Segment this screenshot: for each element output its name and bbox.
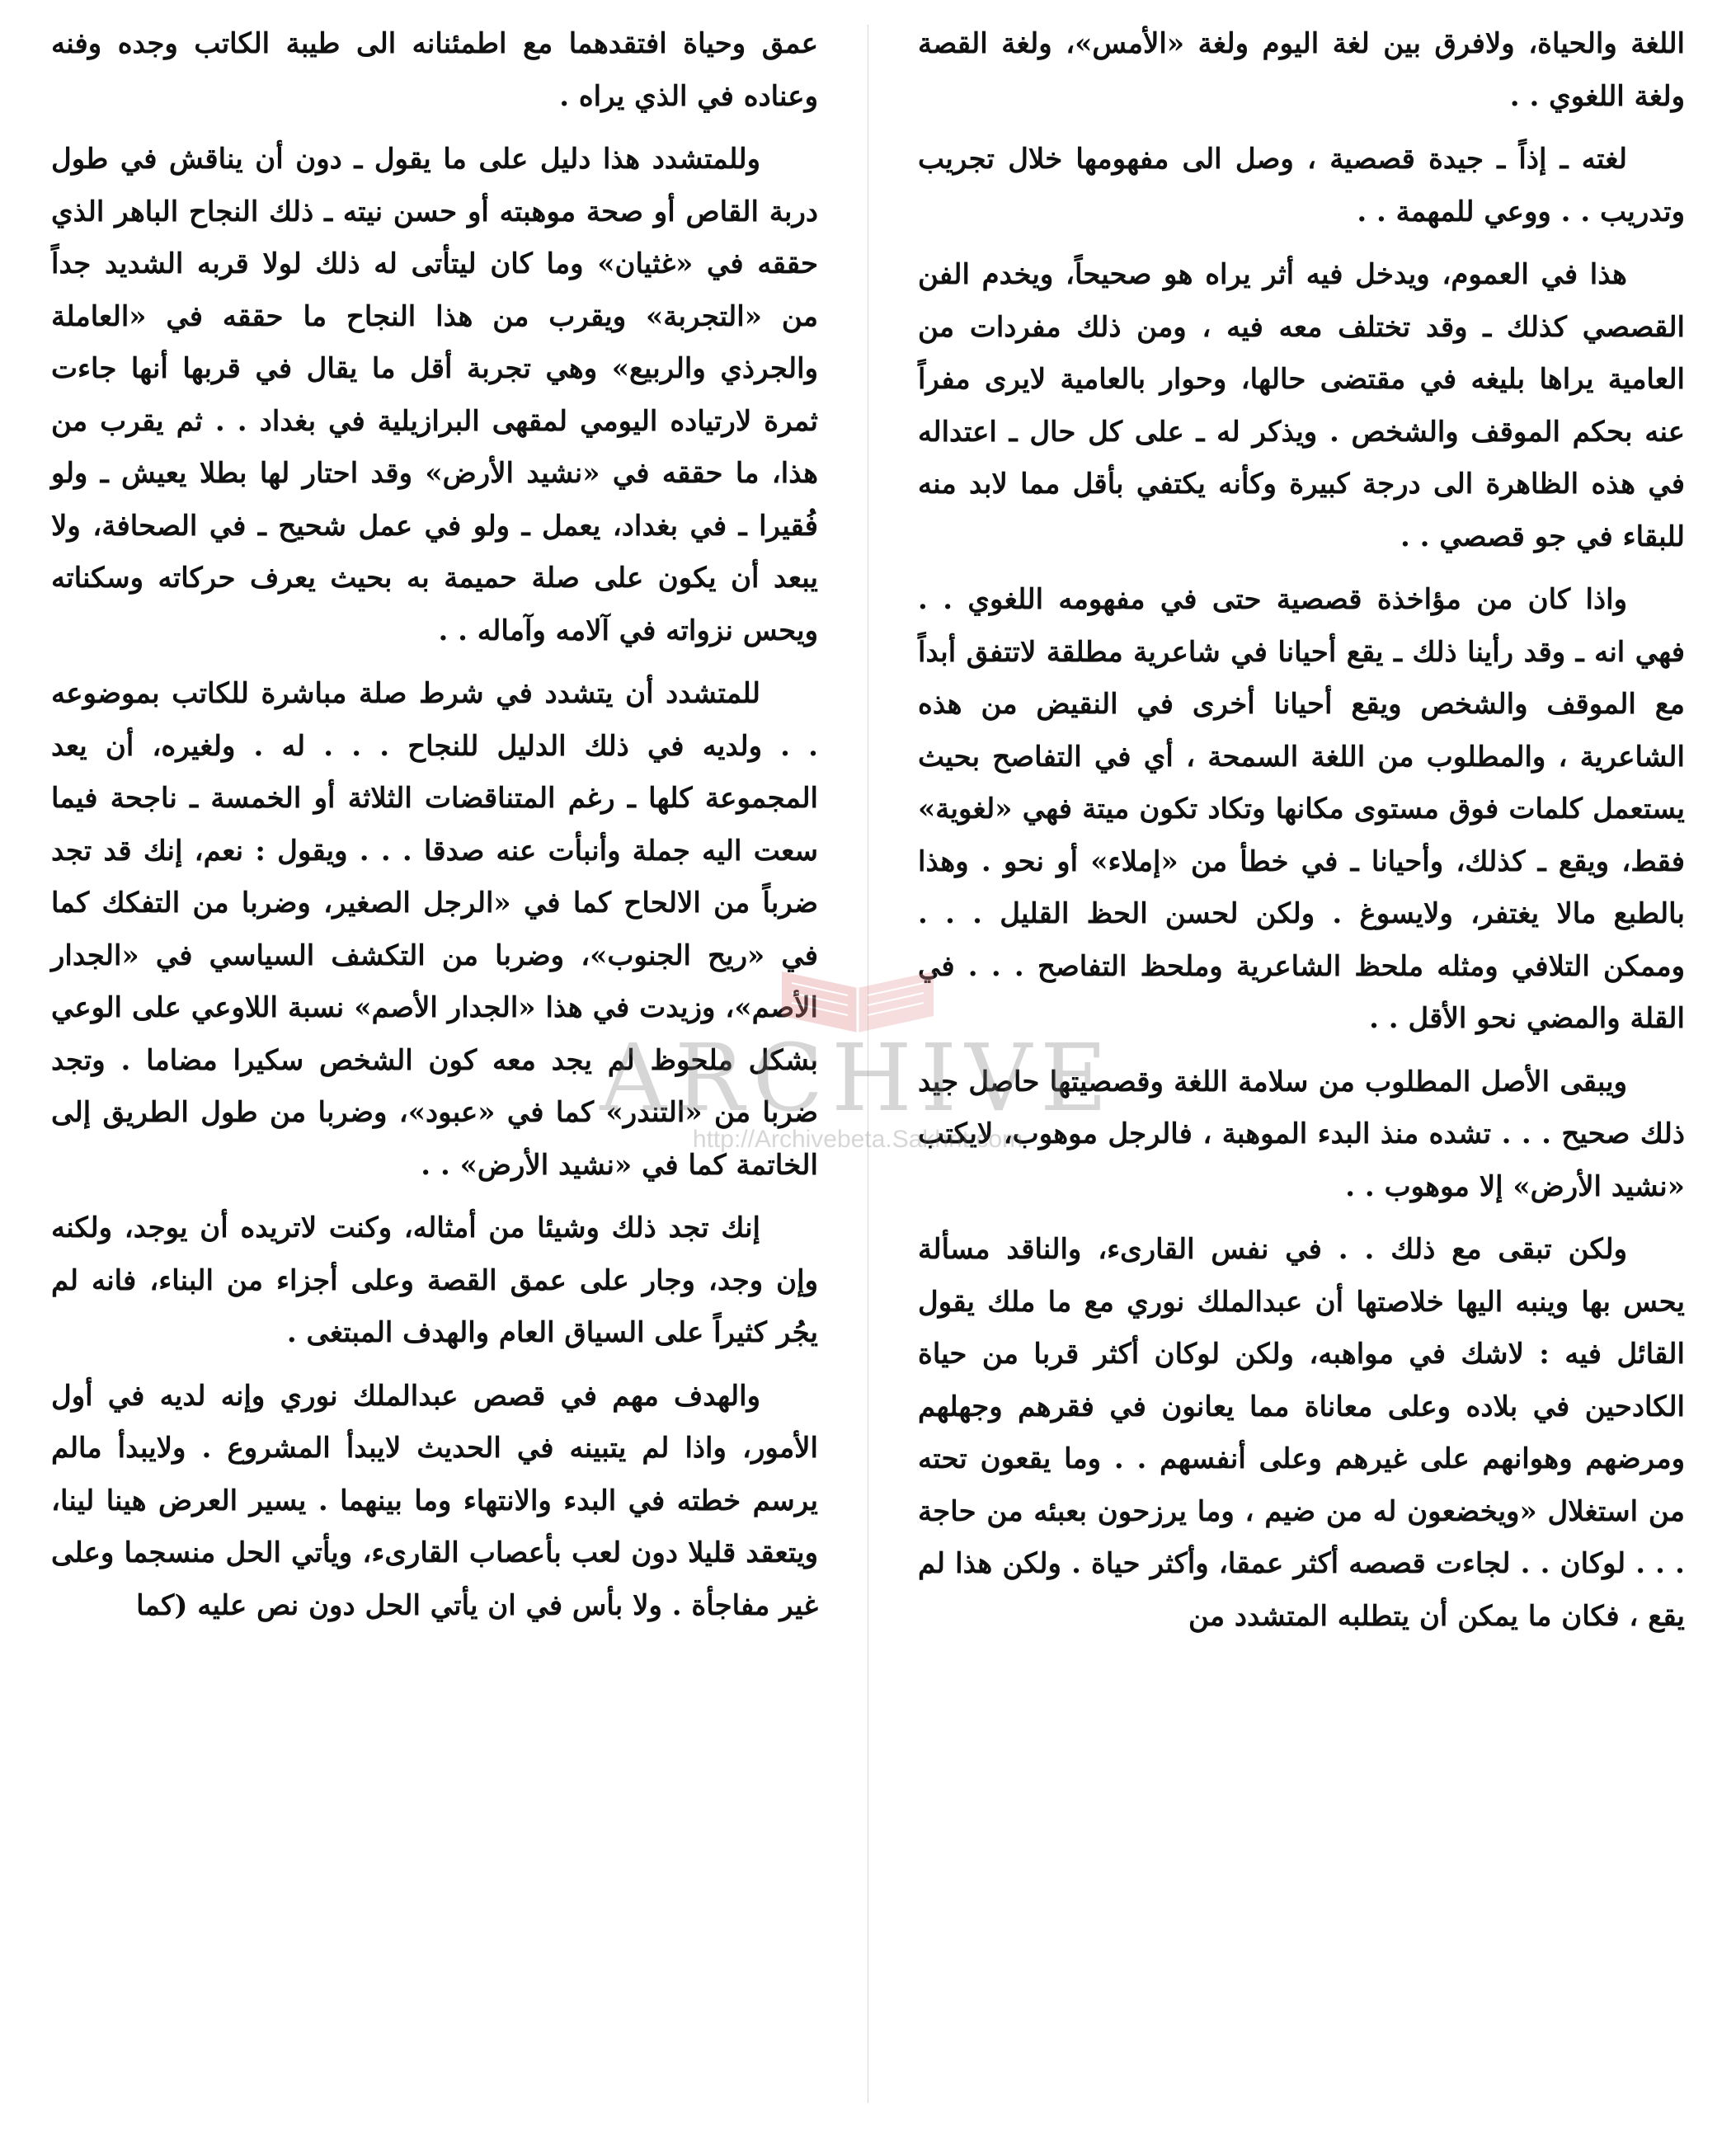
paragraph: واذا كان من مؤاخذة قصصية حتى في مفهومه اللغوي . . فهي انه ـ وقد رأينا ذلك ـ يقع أحيانا في شاعرية مطلقة لاتتفق أبداً مع الموقف والشخص ويقع أحيانا أخرى في النقيض من هذه الشاعرية ، والمطلوب من اللغة السمحة ، أي في التفاصح بحيث يستعمل كلمات فوق مستوى مكانها وتكاد تكون ميتة فهي «لغوية» فقط، ويقع ـ كذلك، وأحيانا ـ في خطأ من «إملاء» أو نحو . وهذا بالطبع مالا يغتفر، ولايسوغ . ولكن لحسن الحظ القليل . . . وممكن التلافي ومثله ملحظ الشاعرية وملحظ التفاصح . . . في القلة والمضي نحو الأقل . . bbox=[918, 583, 1685, 1035]
watermark-url: http://Archivebeta.Sakhrit.com bbox=[692, 1126, 1023, 1153]
paragraph: إنك تجد ذلك وشيئا من أمثاله، وكنت لاتريده أن يوجد، ولكنه وإن وجد، وجار على عمق القصة وعلى أجزاء من البناء، فانه لم يجُر كثيراً على السياق العام والهدف المبتغى . bbox=[51, 1211, 818, 1349]
paragraph: ويبقى الأصل المطلوب من سلامة اللغة وقصصيتها حاصل جيد ذلك صحيح . . . تشده منذ البدء الموهبة ، فالرجل موهوب، لايكتب «نشيد الأرض» إلا موهوب . . bbox=[918, 1065, 1685, 1203]
paragraph: اللغة والحياة، ولافرق بين لغة اليوم ولغة «الأمس»، ولغة القصة ولغة اللغوي . . bbox=[918, 27, 1685, 113]
paragraph: وللمتشدد هذا دليل على ما يقول ـ دون أن يناقش في طول دربة القاص أو صحة موهبته أو حسن نيته ـ ذلك النجاح الباهر الذي حققه في «غثيان» وما كان ليتأتى له ذلك لولا قربه الشديد جداً من «التجربة» ويقرب من هذا النجاح ما حققه في «العاملة والجرذي والربيع» وهي تجربة أقل ما يقال في قربها أنها جاءت ثمرة لارتياده اليومي لمقهى البرازيلية في بغداد . . ثم يقرب من هذا، ما حققه في «نشيد الأرض» وقد احتار لها بطلا يعيش ـ ولو فُقيرا ـ في بغداد، يعمل ـ ولو في عمل شحيح ـ في الصحافة، ولا يبعد أن يكون على صلة حميمة به بحيث يعرف حركاته وسكناته ويحس نزواته في آلامه وآماله . . bbox=[51, 143, 818, 647]
paragraph: والهدف مهم في قصص عبدالملك نوري وإنه لديه في أول الأمور، واذا لم يتبينه في الحديث لايبدأ المشروع . ولايبدأ مالم يرسم خطته في البدء والانتهاء وما بينهما . يسير العرض هينا لينا، ويتعقد قليلا دون لعب بأعصاب القارىء، ويأتي الحل منسجما وعلى غير مفاجأة . ولا بأس في ان يأتي الحل دون نص عليه (كما bbox=[51, 1379, 818, 1622]
paragraph: للمتشدد أن يتشدد في شرط صلة مباشرة للكاتب بموضوعه . . ولديه في ذلك الدليل للنجاح . . . له . ولغيره، أن يعد المجموعة كلها ـ رغم المتناقضات الثلاثة أو الخمسة ـ ناجحة فيما سعت اليه جملة وأنبأت عنه صدقا . . . ويقول : نعم، إنك قد تجد ضرباً من الالحاح كما في «الرجل الصغير، وضربا من التفكك كما في «ريح الجنوب»، وضربا من التكشف السياسي في «الجدار الأصم»، وزيدت في هذا «الجدار الأصم» نسبة اللاوعي على الوعي بشكل ملحوظ لم يجد معه كون الشخص سكيرا مضاما . وتجد ضربا من «التندر» كما في «عبود»، وضربا من طول الطريق إلى الخاتمة كما في «نشيد الأرض» . . bbox=[51, 677, 818, 1182]
paragraph: عمق وحياة افتقدهما مع اطمئنانه الى طيبة الكاتب وجده وفنه وعناده في الذي يراه . bbox=[51, 27, 818, 113]
paragraph: لغته ـ إذاً ـ جيدة قصصية ، وصل الى مفهومها خلال تجريب وتدريب . . ووعي للمهمة . . bbox=[918, 143, 1685, 228]
left-text-column bbox=[51, 18, 818, 1643]
watermark-title: ARCHIVE bbox=[600, 1025, 1116, 1132]
paragraph: ولكن تبقى مع ذلك . . في نفس القارىء، والناقد مسألة يحس بها وينبه اليها خلاصتها أن عبدالملك نوري مع ما ملك يقول القائل فيه : لاشك في مواهبه، ولكن لوكان أكثر قربا من حياة الكادحين في بلاده وعلى معاناة مما يعانون في فقرهم وجهلهم ومرضهم وهوانهم على غيرهم وعلى أنفسهم . . وما يقعون تحته من استغلال «ويخضعون له من ضيم ، وما يرزحون بعبئه من حاجة . . . لوكان . . لجاءت قصصه أكثر عمقا، وأكثر حياة . ولكن هذا لم يقع ، فكان ما يمكن أن يتطلبه المتشدد من bbox=[918, 1233, 1686, 1633]
right-text-column bbox=[918, 18, 1685, 1654]
paragraph: هذا في العموم، ويدخل فيه أثر يراه هو صحيحاً، ويخدم الفن القصصي كذلك ـ وقد تختلف معه فيه ، ومن ذلك مفردات من العامية يراها بليغه في مقتضى حالها، وحوار بالعامية لايرى مفراً عنه بحكم الموقف والشخص . ويذكر له ـ على كل حال ـ اعتداله في هذه الظاهرة الى درجة كبيرة وكأنه يكتفي بأقل مما لابد منه للبقاء في جو قصصي . . bbox=[918, 258, 1685, 553]
